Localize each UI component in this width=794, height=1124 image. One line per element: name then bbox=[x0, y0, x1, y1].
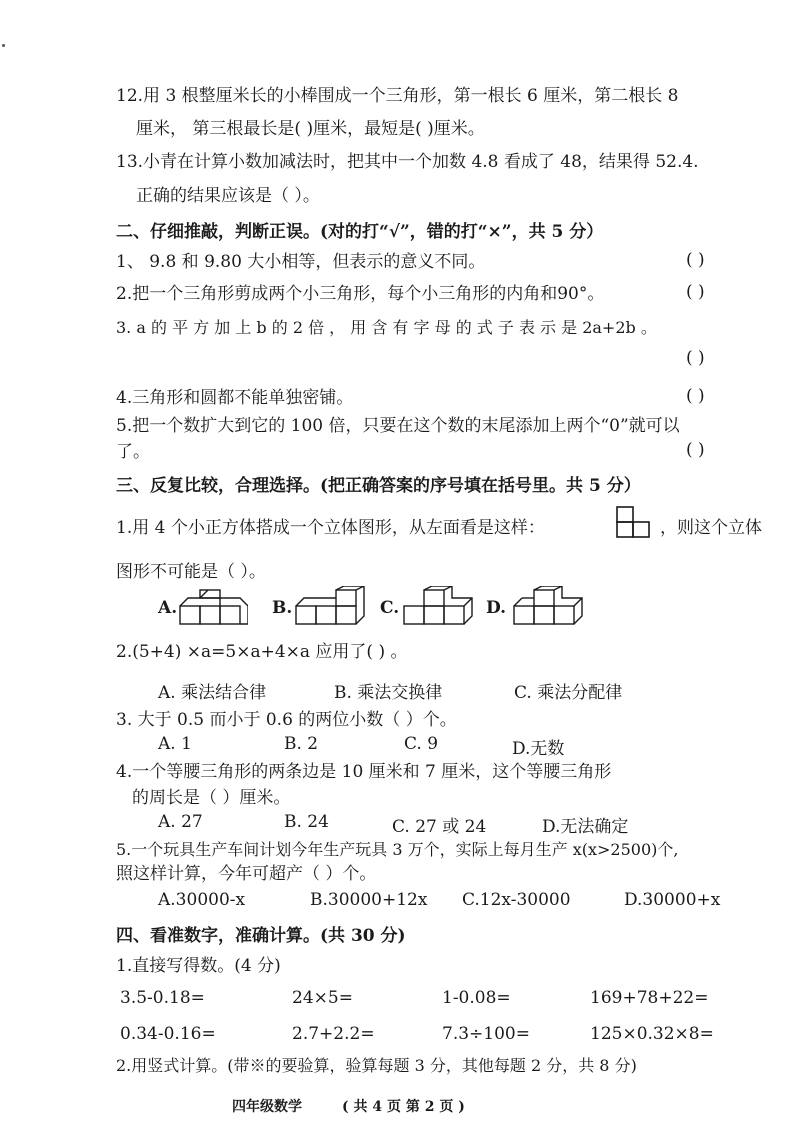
choice-4-option-b[interactable]: B. 24 bbox=[284, 812, 329, 832]
choice-2-option-c[interactable]: C. 乘法分配律 bbox=[514, 683, 623, 703]
q12-line2: 厘米， 第三根最长是( )厘米，最短是( )厘米。 bbox=[136, 119, 485, 139]
footer-page-info: ( 共 4 页 第 2 页 ) bbox=[342, 1099, 465, 1115]
calc-2-1: 0.34-0.16= bbox=[120, 1024, 216, 1044]
choice-3-stem: 3. 大于 0.5 而小于 0.6 的两位小数（ ）个。 bbox=[116, 710, 457, 730]
judge-item-3-answer[interactable]: ( ) bbox=[686, 348, 705, 368]
judge-item-2: 2.把一个三角形剪成两个小三角形，每个小三角形的内角和90°。 bbox=[116, 284, 605, 304]
cube-figure-b-icon bbox=[294, 586, 370, 628]
choice-2-option-a[interactable]: A. 乘法结合律 bbox=[158, 683, 267, 703]
choice-5-line2: 照这样计算，今年可超产（ ）个。 bbox=[116, 864, 377, 884]
choice-5-option-b[interactable]: B.30000+12x bbox=[310, 890, 428, 910]
calc-2-4: 125×0.32×8= bbox=[590, 1024, 714, 1044]
choice-3-option-a[interactable]: A. 1 bbox=[158, 734, 192, 754]
choice-4-option-d[interactable]: D.无法确定 bbox=[542, 817, 629, 837]
left-view-shape-icon bbox=[616, 506, 652, 538]
choice-1-option-b-label[interactable]: B. bbox=[272, 598, 293, 618]
judge-item-5-answer[interactable]: ( ) bbox=[686, 440, 705, 460]
judge-item-4: 4.三角形和圆都不能单独密铺。 bbox=[116, 388, 354, 408]
judge-item-1-answer[interactable]: ( ) bbox=[686, 250, 705, 270]
choice-4-line1: 4.一个等腰三角形的两条边是 10 厘米和 7 厘米，这个等腰三角形 bbox=[116, 762, 612, 782]
calc-1-2: 24×5= bbox=[292, 988, 353, 1008]
scan-speck bbox=[2, 44, 5, 47]
choice-4-option-a[interactable]: A. 27 bbox=[158, 812, 203, 832]
choice-2-stem: 2.(5+4) ×a=5×a+4×a 应用了( ) 。 bbox=[116, 642, 408, 662]
calc-1-4: 169+78+22= bbox=[590, 988, 709, 1008]
choice-5-line1: 5.一个玩具生产车间计划今年生产玩具 3 万个，实际上每月生产 x(x>2500)个, bbox=[116, 840, 679, 859]
cube-figure-c-icon bbox=[402, 586, 478, 628]
calc-2-2: 2.7+2.2= bbox=[292, 1024, 375, 1044]
cube-figure-d-icon bbox=[510, 586, 590, 628]
section4-title: 四、看准数字，准确计算。(共 30 分) bbox=[116, 926, 406, 946]
judge-item-4-answer[interactable]: ( ) bbox=[686, 386, 705, 406]
judge-item-1: 1、 9.8 和 9.80 大小相等，但表示的意义不同。 bbox=[116, 252, 486, 272]
choice-3-option-d[interactable]: D.无数 bbox=[512, 739, 565, 759]
choice-1-option-c-label[interactable]: C. bbox=[380, 598, 400, 618]
q13-line1: 13.小青在计算小数加减法时，把其中一个加数 4.8 看成了 48，结果得 52.4. bbox=[116, 152, 699, 172]
q12-line1: 12.用 3 根整厘米长的小棒围成一个三角形，第一根长 6 厘米，第二根长 8 bbox=[116, 86, 679, 106]
q13-line2: 正确的结果应该是（ ）。 bbox=[136, 186, 320, 206]
footer-subject: 四年级数学 bbox=[232, 1099, 302, 1115]
choice-5-option-a[interactable]: A.30000-x bbox=[158, 890, 246, 910]
choice-2-option-b[interactable]: B. 乘法交换律 bbox=[334, 683, 443, 703]
section3-title: 三、反复比较，合理选择。(把正确答案的序号填在括号里。共 5 分） bbox=[116, 476, 641, 496]
section2-title: 二、仔细推敲，判断正误。(对的打“√”，错的打“×”，共 5 分） bbox=[116, 222, 604, 242]
judge-item-5-cont: 了。 bbox=[116, 442, 150, 462]
choice-1-option-d-label[interactable]: D. bbox=[486, 598, 507, 618]
choice-3-option-c[interactable]: C. 9 bbox=[404, 734, 439, 754]
judge-item-5: 5.把一个数扩大到它的 100 倍，只要在这个数的末尾添加上两个“0”就可以 bbox=[116, 416, 680, 436]
calc-1-1: 3.5-0.18= bbox=[120, 988, 205, 1008]
choice-5-option-d[interactable]: D.30000+x bbox=[624, 890, 721, 910]
section4-sub1: 1.直接写得数。(4 分) bbox=[116, 956, 281, 976]
section4-sub2: 2.用竖式计算。(带※的要验算，验算每题 3 分，其他每题 2 分，共 8 分) bbox=[116, 1056, 637, 1075]
choice-3-option-b[interactable]: B. 2 bbox=[284, 734, 319, 754]
choice-1-line2: 图形不可能是（ ）。 bbox=[116, 562, 266, 582]
calc-1-3: 1-0.08= bbox=[442, 988, 511, 1008]
choice-1-line1b: ，则这个立体 bbox=[660, 518, 762, 538]
cube-figure-a-icon bbox=[178, 588, 248, 628]
judge-item-3: 3. a 的 平 方 加 上 b 的 2 倍 ， 用 含 有 字 母 的 式 子 表 示 是 2a+2b 。 bbox=[116, 318, 657, 337]
judge-item-2-answer[interactable]: ( ) bbox=[686, 282, 705, 302]
choice-1-option-a-label[interactable]: A. bbox=[158, 598, 178, 618]
choice-4-option-c[interactable]: C. 27 或 24 bbox=[392, 817, 487, 837]
choice-4-line2: 的周长是（ ）厘米。 bbox=[132, 788, 291, 808]
choice-1-line1a: 1.用 4 个小正方体搭成一个立体图形，从左面看是这样： bbox=[116, 518, 545, 538]
choice-5-option-c[interactable]: C.12x-30000 bbox=[462, 890, 571, 910]
calc-2-3: 7.3÷100= bbox=[442, 1024, 530, 1044]
